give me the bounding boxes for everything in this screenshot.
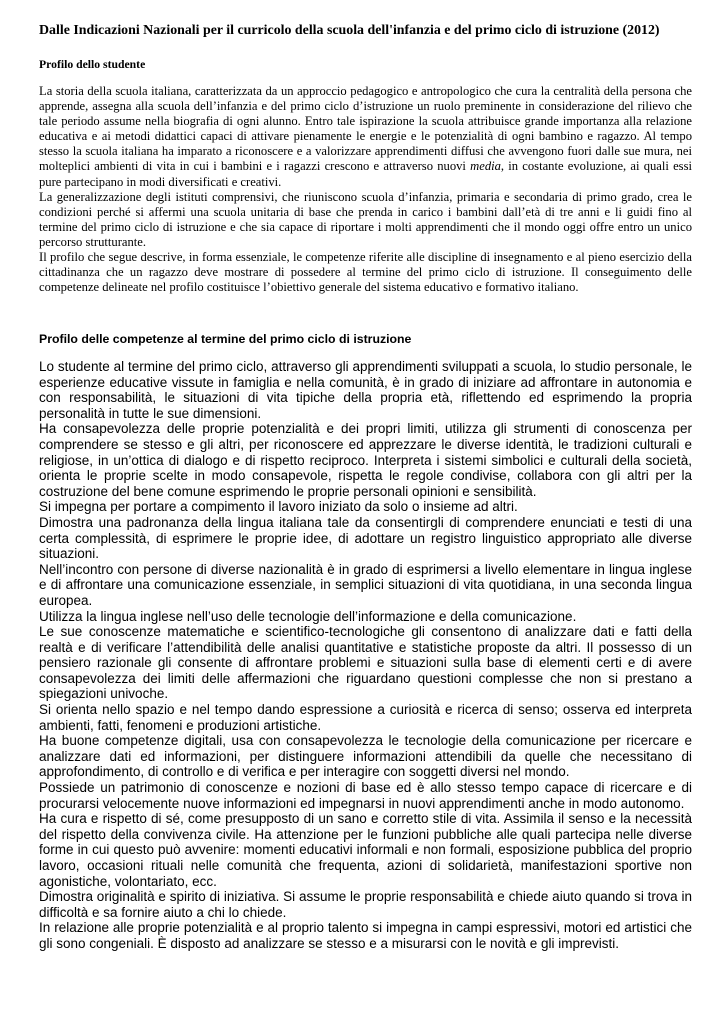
paragraph: Lo studente al termine del primo ciclo, attraverso gli apprendimenti sviluppati a scuola, lo studio personale, le esperienze educative vissute in famiglia e nella comunità, è in grado di iniziare ad affrontare in autonomia e con responsabilità, le situazioni di vita tipiche della propria età, riflettendo ed esprimendo la propria personalità in tutte le sue dimensioni. [39,359,692,421]
paragraph: Ha consapevolezza delle proprie potenzialità e dei propri limiti, utilizza gli strumenti di conoscenza per comprendere se stesso e gli altri, per riconoscere ed apprezzare le diverse identità, le tradizioni culturali e religiose, in un’ottica di dialogo e di rispetto reciproco. Interpreta i sistemi simbolici e culturali della società, orienta le proprie scelte in modo consapevole, rispetta le regole condivise, collabora con gli altri per la costruzione del bene comune esprimendo le proprie personali opinioni e sensibilità. [39,421,692,499]
paragraph: Ha cura e rispetto di sé, come presupposto di un sano e corretto stile di vita. Assimila il senso e la necessità del rispetto della convivenza civile. Ha attenzione per le funzioni pubbliche alle quali partecipa nelle diverse forme in cui questo può avvenire: momenti educativi informali e non formali, esposizione pubblica del proprio lavoro, occasioni rituali nelle comunità che frequenta, azioni di solidarietà, manifestazioni sportive non agonistiche, volontariato, ecc. [39,811,692,889]
section-body-profilo-competenze [39,359,692,952]
paragraph: Dimostra una padronanza della lingua italiana tale da consentirgli di comprendere enunciati e testi di una certa complessità, di esprimere le proprie idee, di adottare un registro linguistico appropriato alle diverse situazioni. [39,514,692,562]
paragraph: Possiede un patrimonio di conoscenze e nozioni di base ed è allo stesso tempo capace di ricercare e di procurarsi velocemente nuove informazioni ed impegnarsi in nuovi apprendimenti anche in modo autonomo. [39,780,692,811]
paragraph: Dimostra originalità e spirito di iniziativa. Si assume le proprie responsabilità e chiede aiuto quando si trova in difficoltà e sa fornire aiuto a chi lo chiede. [39,889,692,920]
section-body-profilo-studente [39,84,692,295]
paragraph: Si orienta nello spazio e nel tempo dando espressione a curiosità e ricerca di senso; osserva ed interpreta ambienti, fatti, fenomeni e produzioni artistiche. [39,702,692,733]
paragraph-text: La storia della scuola italiana, caratterizzata da un approccio pedagogico e antropologico che cura la centralità della persona che apprende, assegna alla scuola dell’infanzia e del primo ciclo d’istruzione un ruolo preminente in considerazione del rilievo che tale periodo assume nella biografia di ogni alunno. Entro tale ispirazione la scuola attribuisce grande importanza alla relazione educativa e ai metodi didattici capaci di attivare pienamente le energie e le potenzialità di ogni bambino e ragazzo. Al tempo stesso la scuola italiana ha imparato a riconoscere e a valorizzare apprendimenti diffusi che avvengono fuori dalle sue mura, nei molteplici ambienti di vita in cui i bambini e i ragazzi crescono e attraverso nuovi [39,84,692,174]
italic-term: media [470,159,501,174]
section-heading-profilo-studente: Profilo dello studente [39,58,146,71]
section-heading-profilo-competenze: Profilo delle competenze al termine del primo ciclo di istruzione [39,332,412,346]
document-title: Dalle Indicazioni Nazionali per il curricolo della scuola dell'infanzia e del primo ciclo di istruzione (2012) [39,23,660,38]
paragraph-text: , in costante evoluzione, ai quali essi pure partecipano in modi diversificati e creativi. [39,159,692,189]
paragraph: Si impegna per portare a compimento il lavoro iniziato da solo o insieme ad altri. [39,499,518,515]
paragraph: La generalizzazione degli istituti comprensivi, che riuniscono scuola d’infanzia, primaria e secondaria di primo grado, crea le condizioni perché si affermi una scuola unitaria di base che prenda in carico i bambini dall’età di tre anni e li guidi fino al termine del primo ciclo di istruzione e che sia capace di riportare i molti apprendimenti che il mondo oggi offre entro un unico percorso strutturante. [39,189,692,249]
paragraph: Nell’incontro con persone di diverse nazionalità è in grado di esprimersi a livello elementare in lingua inglese e di affrontare una comunicazione essenziale, in semplici situazioni di vita quotidiana, in una seconda lingua europea. [39,561,692,608]
paragraph [39,84,692,190]
paragraph: Utilizza la lingua inglese nell’uso delle tecnologie dell’informazione e della comunicazione. [39,608,577,624]
paragraph: Il profilo che segue descrive, in forma essenziale, le competenze riferite alle discipline di insegnamento e al pieno esercizio della cittadinanza che un ragazzo deve mostrare di possedere al termine del primo ciclo di istruzione. Il conseguimento delle competenze delineate nel profilo costituisce l’obiettivo generale del sistema educativo e formativo italiano. [39,250,692,295]
paragraph: In relazione alle proprie potenzialità e al proprio talento si impegna in campi espressivi, motori ed artistici che gli sono congeniali. È disposto ad analizzare se stesso e a misurarsi con le novità e gli imprevisti. [39,920,692,951]
paragraph: Le sue conoscenze matematiche e scientifico-tecnologiche gli consentono di analizzare dati e fatti della realtà e di verificare l’attendibilità delle analisi quantitative e statistiche proposte da altri. Il possesso di un pensiero razionale gli consente di affrontare problemi e situazioni sulla base di elementi certi e di avere consapevolezza dei limiti delle affermazioni che riguardano questioni complesse che non si prestano a spiegazioni univoche. [39,624,692,702]
paragraph: Ha buone competenze digitali, usa con consapevolezza le tecnologie della comunicazione per ricercare e analizzare dati ed informazioni, per distinguere informazioni attendibili da quelle che necessitano di approfondimento, di controllo e di verifica e per interagire con soggetti diversi nel mondo. [39,733,692,780]
